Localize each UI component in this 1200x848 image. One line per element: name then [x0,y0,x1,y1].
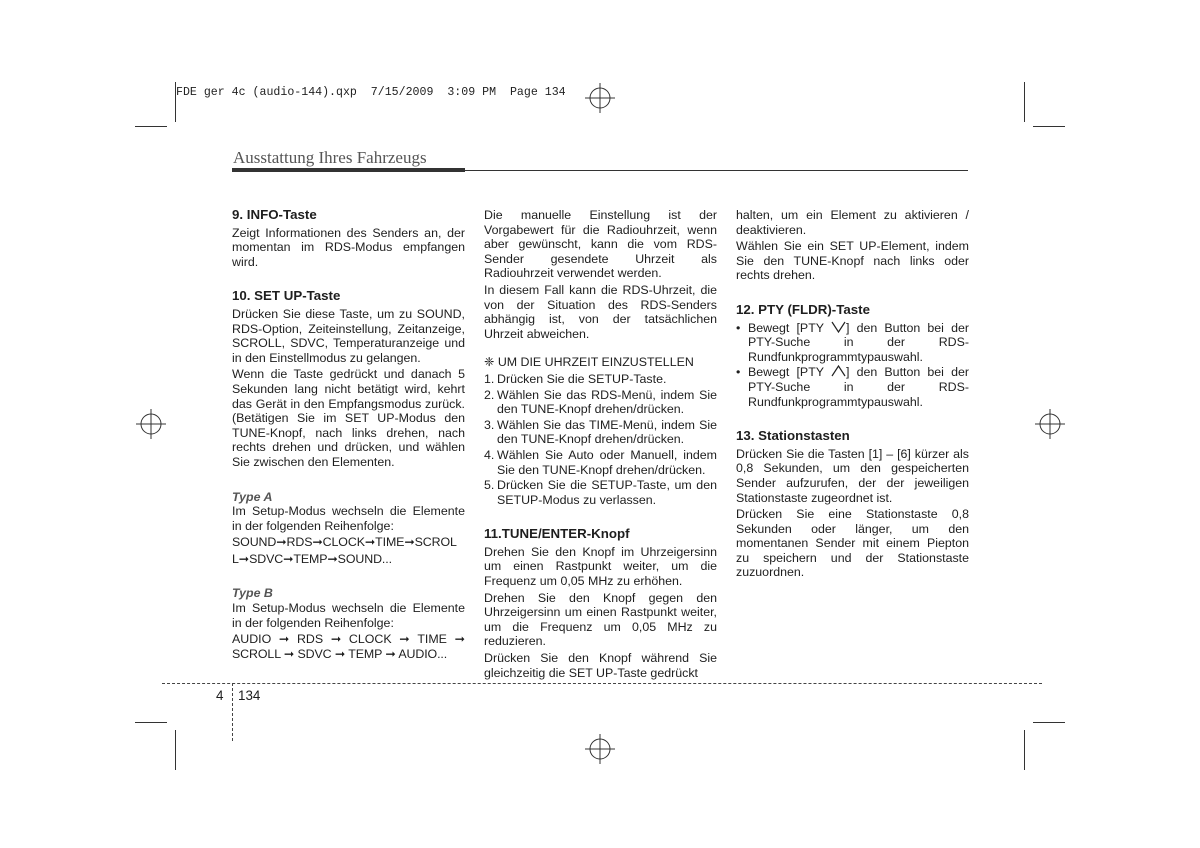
type-a-paragraph: Im Setup-Modus wechseln die Elemente in der folgenden Reihenfolge: [232,504,465,533]
type-a-label: Type A [232,489,273,504]
footer-dashed-rule [162,683,1042,684]
tune-paragraph-1: Drehen Sie den Knopf im Uhrzeigersinn um einen Rastpunkt weiter, um die Frequenz um 0,05 MHz zu erhöhen. [484,544,717,589]
registration-mark-icon [136,409,166,439]
crop-mark [175,82,176,122]
arrow-icon: ➞ [330,632,342,647]
tune-paragraph-2: Drehen Sie den Knopf gegen den Uhrzeigersinn um einen Rastpunkt weiter, um die Frequenz um 0,05 MHz zu reduzieren. [484,590,717,649]
setup-paragraph-1: Drücken Sie diese Taste, um zu SOUND, RDS-Option, Zeiteinstellung, Zeitanzeige, SCROLL, SDVC, Temperaturanzeige und in den Einstellmodus zu gelangen. [232,306,465,365]
rds-time-paragraph-1: Die manuelle Einstellung ist der Vorgabewert für die Radiouhrzeit, wenn aber gewünscht, kann die vom RDS-Sender gesendete Uhrzeit als Radiouhrzeit verwendet werden. [484,208,717,281]
section-heading-pty: 12. PTY (FLDR)-Taste [736,301,870,317]
list-item: 4. Wählen Sie Auto oder Manuell, indem Sie den TUNE-Knopf drehen/drücken. [484,447,717,477]
crop-mark [175,730,176,770]
footer-dashed-divider [232,683,233,741]
crop-mark [1024,730,1025,770]
stations-paragraph-1: Drücken Sie die Tasten [1] – [6] kürzer als 0,8 Sekunden, um den gespeicherten Sender aufzurufen, der der jeweiligen Stationstaste zugeordnet ist. [736,446,969,505]
setup-element-paragraph: Wählen Sie ein SET UP-Element, indem Sie den TUNE-Knopf nach links oder rechts drehen. [736,239,969,283]
section-heading-info: 9. INFO-Taste [232,207,317,222]
list-item: 3. Wählen Sie das TIME-Menü, indem Sie den TUNE-Knopf drehen/drücken. [484,417,717,447]
header-rule-thick [232,168,465,172]
crop-mark [135,722,167,723]
chevron-down-icon [831,321,846,333]
crop-mark [1024,82,1025,122]
list-item: 1. Drücken Sie die SETUP-Taste. [484,371,667,386]
column-2 [484,208,717,682]
setup-continued-paragraph: halten, um ein Element zu aktivieren / deaktivieren. [736,208,969,237]
sequence-item: RDS [296,632,324,647]
crop-mark [1033,722,1065,723]
column-3 [736,208,969,582]
pty-bullets [736,321,969,410]
column-1 [232,208,465,663]
sequence-item: CLOCK [348,632,392,647]
print-slug: FDE ger 4c (audio-144).qxp 7/15/2009 3:09 PM Page 134 [176,86,566,99]
registration-mark-icon [1035,409,1065,439]
sequence-item: AUDIO [232,632,272,647]
registration-mark-icon [585,83,615,113]
crop-mark [135,126,167,127]
list-item: 2. Wählen Sie das RDS-Menü, indem Sie den TUNE-Knopf drehen/drücken. [484,387,717,417]
arrow-icon: ➞ [454,632,465,647]
section-heading-tune: 11.TUNE/ENTER-Knopf [484,526,630,542]
list-item: 5. Drücken Sie die SETUP-Taste, um den SETUP-Modus zu verlassen. [484,478,717,507]
clock-setup-steps [484,372,717,507]
crop-mark [1033,126,1065,127]
list-item: • Bewegt [PTY ] den Button bei der PTY-Suche in der RDS-Rundfunkprogrammtypauswahl. [736,365,970,409]
registration-mark-icon [585,734,615,764]
stations-paragraph-2: Drücken Sie eine Stationstaste 0,8 Sekunden oder länger, um den momentanen Sender mit einem Piepton zu speichern und der Stationstaste zuzuordnen. [736,507,969,580]
page-number: 134 [238,688,261,703]
clock-setup-heading: ❈ UM DIE UHRZEIT EINZUSTELLEN [484,355,694,370]
section-heading-setup: 10. SET UP-Taste [232,288,341,304]
chapter-number: 4 [216,688,224,703]
arrow-icon: ➞ [399,632,410,647]
list-item: • Bewegt [PTY ] den Button bei der PTY-Suche in der RDS-Rundfunkprogrammtypauswahl. [736,320,970,364]
type-b-label: Type B [232,586,273,601]
type-a-sequence-line-1: SOUND➞RDS➞CLOCK➞TIME➞SCROL [232,535,457,550]
header-rule-thin [465,170,968,171]
chevron-up-icon [831,365,846,377]
type-b-sequence-line-2: SCROLL ➞ SDVC ➞ TEMP ➞ AUDIO... [232,646,448,661]
arrow-icon: ➞ [278,632,290,647]
type-b-paragraph: Im Setup-Modus wechseln die Elemente in der folgenden Reihenfolge: [232,601,465,630]
type-a-sequence-line-2: L➞SDVC➞TEMP➞SOUND... [232,551,392,566]
rds-time-paragraph-2: In diesem Fall kann die RDS-Uhrzeit, die von der Situation des RDS-Senders abhängig ist, von der tatsächlichen Uhrzeit abweichen. [484,282,717,341]
info-paragraph: Zeigt Informationen des Senders an, der momentan im RDS-Modus empfangen wird. [232,225,465,269]
type-b-sequence-line-1 [232,632,465,647]
sequence-item: TIME [417,632,447,647]
setup-paragraph-2: Wenn die Taste gedrückt und danach 5 Sekunden lang nicht betätigt wird, kehrt das Gerät in den Empfangsmodus zurück. (Betätigen Sie im SET UP-Modus den TUNE-Knopf, nach links drehen, nach rechts drehen und drücken, und wählen Sie zwischen den Elementen. [232,367,465,469]
section-heading-stations: 13. Stationstasten [736,428,850,444]
page-header-title: Ausstattung Ihres Fahrzeugs [233,148,427,167]
tune-paragraph-3: Drücken Sie den Knopf während Sie gleichzeitig die SET UP-Taste gedrückt [484,651,717,680]
